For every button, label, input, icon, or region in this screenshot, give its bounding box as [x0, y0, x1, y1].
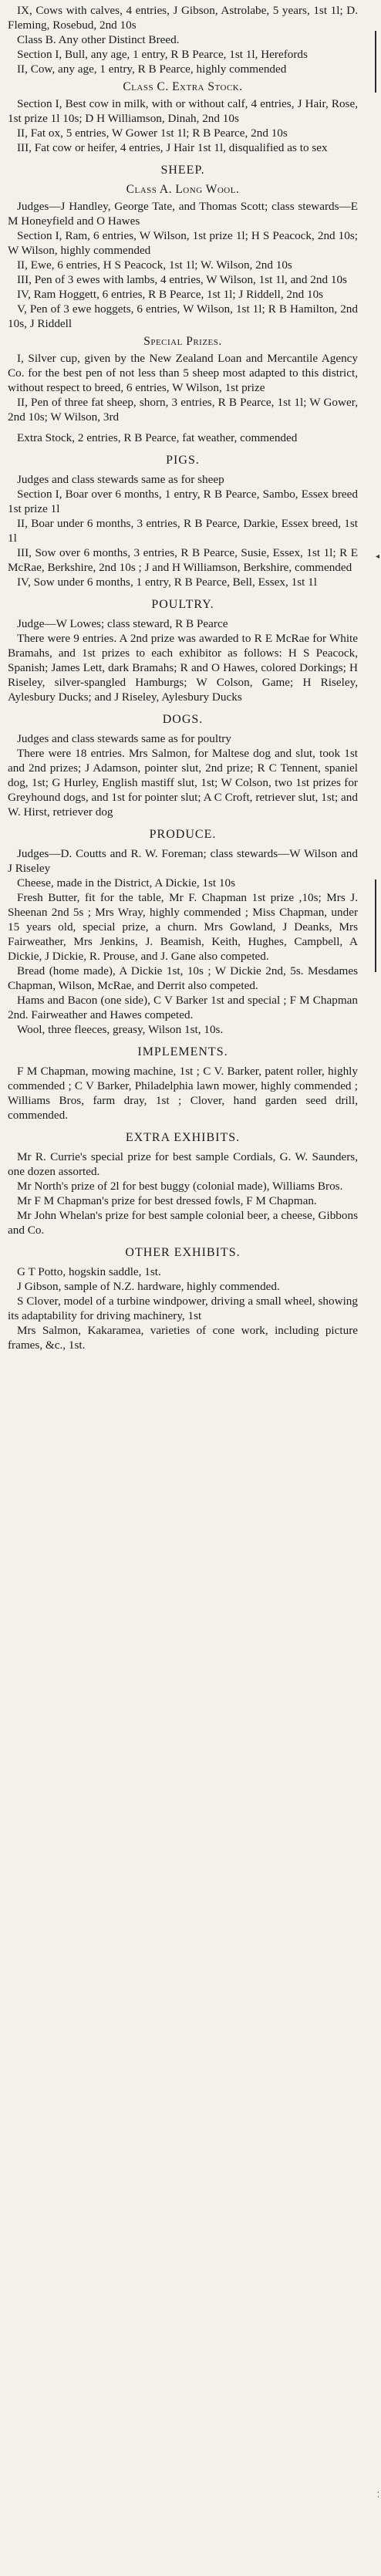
- paragraph-block: [8, 258, 358, 272]
- paragraph-block: [8, 430, 358, 445]
- paragraph-block: [8, 96, 358, 126]
- paragraph: Wool, three fleeces, greasy, Wilson 1st, 10s.: [17, 1023, 224, 1036]
- paragraph: Judges and class stewards same as for poultry: [17, 732, 231, 745]
- paragraph-block: [8, 395, 358, 424]
- paragraph-block: [8, 964, 358, 993]
- paragraph-block: [8, 287, 358, 302]
- paragraph: G T Potto, hogskin saddle, 1st.: [17, 1265, 161, 1278]
- section-heading: POULTRY.: [151, 598, 214, 611]
- paragraph: Cheese, made in the District, A Dickie, 1st 10s: [17, 876, 236, 890]
- paragraph-block: [8, 1208, 358, 1237]
- paragraph-block: [8, 228, 358, 258]
- paragraph: Judges and class stewards same as for sheep: [17, 473, 224, 486]
- paragraph-block: [8, 3, 358, 32]
- column-rule-upper: [375, 31, 376, 93]
- paragraph-block: [8, 199, 358, 228]
- paragraph: Mr North's prize of 2l for best buggy (colonial made), Williams Bros.: [17, 1180, 343, 1193]
- paragraph: F M Chapman, mowing machine, 1st ; C V. Barker, patent roller, highly commended ; C V Barker, Philadelphia lawn mower, highly commended ; Williams Bros, farm dray, 1st ; Clover, hand garden seed drill, commended.: [8, 1065, 358, 1122]
- paragraph: Section I, Boar over 6 months, 1 entry, R B Pearce, Sambo, Essex breed 1st prize 1l: [8, 488, 358, 515]
- paragraph-block: [8, 1193, 358, 1208]
- paragraph-block: [8, 876, 358, 890]
- section-heading: DOGS.: [162, 713, 204, 726]
- paragraph: II, Boar under 6 months, 3 entries, R B Pearce, Darkie, Essex breed, 1st 1l: [8, 517, 358, 545]
- paragraph: IX, Cows with calves, 4 entries, J Gibson, Astrolabe, 5 years, 1st 1l; D. Fleming, Rosebud, 2nd 10s: [8, 4, 358, 32]
- paragraph-block: [8, 1179, 358, 1193]
- paragraph: IV, Ram Hoggett, 6 entries, R B Pearce, 1st 1l; J Riddell, 2nd 10s: [17, 288, 324, 301]
- ornament-mark-icon: ◂: [375, 552, 379, 561]
- paragraph-block: [8, 545, 358, 575]
- paragraph-block: [8, 575, 358, 589]
- column-content: [8, 3, 358, 1352]
- paragraph-block: [8, 731, 358, 746]
- paragraph: II, Cow, any age, 1 entry, R B Pearce, highly commended: [17, 62, 287, 76]
- paragraph-block: [8, 1064, 358, 1123]
- class-heading: Class C. Extra Stock.: [123, 80, 243, 93]
- paragraph-block: [8, 1150, 358, 1179]
- paragraph: I, Silver cup, given by the New Zealand Loan and Mercantile Agency Co. for the best pen of not less than 5 sheep most adapted to this district, without respect to breed, 6 entries, W Wilson, 1st prize: [8, 352, 358, 394]
- paragraph-block: [8, 487, 358, 516]
- paragraph-block: [8, 1264, 358, 1279]
- paragraph: Mr R. Currie's special prize for best sample Cordials, G. W. Saunders, one dozen assorted.: [8, 1150, 358, 1178]
- section-gap: [8, 424, 358, 430]
- paragraph: Judge—W Lowes; class steward, R B Pearce: [17, 617, 228, 630]
- section-heading: PIGS.: [166, 454, 200, 467]
- paragraph: III, Pen of 3 ewes with lambs, 4 entries, W Wilson, 1st 1l, and 2nd 10s: [17, 273, 347, 286]
- paragraph: Extra Stock, 2 entries, R B Pearce, fat weather, commended: [17, 431, 298, 444]
- paragraph: Mr John Whelan's prize for best sample colonial beer, a cheese, Gibbons and Co.: [8, 1209, 358, 1237]
- paragraph: There were 18 entries. Mrs Salmon, for Maltese dog and slut, took 1st and 2nd prizes; J Adamson, pointer slut, 2nd prize; R C Tennent, spaniel dog, 1st; G Hurley, English mastiff slut, 1st; W Colson, two 1st prizes for Greyhound dogs, and 1st for pointer slut; A C Croft, retriever slut, 1st; and W. Hirst, retriever dog: [8, 747, 358, 819]
- paragraph: There were 9 entries. A 2nd prize was awarded to R E McRae for White Bramahs, and 1st prizes to each exhibitor as follows: H S Peacock, Spanish; James Lett, dark Bramahs; R and O Hawes, colored Dorkings; H Riseley, silver-spangled Hamburgs; W Colson, Game; H Riseley, Aylesbury Ducks; and J Riseley, Aylesbury Ducks: [8, 632, 358, 704]
- paragraph-block: [8, 472, 358, 487]
- ornament-mark-icon: ⁚: [376, 2491, 379, 2500]
- paragraph: Fresh Butter, fit for the table, Mr F. Chapman 1st prize ,10s; Mrs J. Sheenan 2nd 5s ; Mrs Wray, highly commended ; Miss Chapman, under 15 years old, special prize, a churn. Mrs Gowland, J Deanks, Mrs Fairweather, Mrs Jenkins, J. Beamish, Keith, Hughes, Campbell, A Dickie, J Dickie, R. Prouse, and J. Gane also competed.: [8, 891, 358, 963]
- paragraph-block: [8, 140, 358, 155]
- paragraph-block: [8, 1279, 358, 1294]
- paragraph-block: [8, 993, 358, 1022]
- paragraph: Hams and Bacon (one side), C V Barker 1st and special ; F M Chapman 2nd. Fairweather and Hawes competed.: [8, 994, 358, 1021]
- paragraph: Judges—J Handley, George Tate, and Thomas Scott; class stewards—E M Honeyfield and O Hawes: [8, 200, 358, 228]
- paragraph-block: [8, 746, 358, 819]
- paragraph: Mr F M Chapman's prize for best dressed fowls, F M Chapman.: [17, 1194, 317, 1207]
- section-heading: IMPLEMENTS.: [137, 1045, 228, 1058]
- class-heading: Class A. Long Wool.: [126, 183, 240, 196]
- class-heading: Special Prizes.: [143, 335, 222, 348]
- paragraph: IV, Sow under 6 months, 1 entry, R B Pearce, Bell, Essex, 1st 1l: [17, 576, 317, 589]
- paragraph-block: [8, 616, 358, 631]
- paragraph: II, Fat ox, 5 entries, W Gower 1st 1l; R B Pearce, 2nd 10s: [17, 127, 288, 140]
- paragraph: Section I, Best cow in milk, with or without calf, 4 entries, J Hair, Rose, 1st prize 1l 10s; D H Williamson, Dinah, 2nd 10s: [8, 97, 358, 125]
- paragraph-block: [8, 302, 358, 331]
- paragraph-block: [8, 1323, 358, 1352]
- section-heading: EXTRA EXHIBITS.: [125, 1131, 241, 1144]
- paragraph-block: [8, 126, 358, 140]
- paragraph: Mrs Salmon, Kakaramea, varieties of cone work, including picture frames, &c., 1st.: [8, 1324, 358, 1352]
- paragraph-block: [8, 1022, 358, 1037]
- column-rule-middle: [375, 879, 376, 972]
- paragraph-block: [8, 32, 358, 47]
- paragraph-block: [8, 1294, 358, 1323]
- paragraph-block: [8, 62, 358, 76]
- paragraph: Judges—D. Coutts and R. W. Foreman; class stewards—W Wilson and J Riseley: [8, 847, 358, 875]
- paragraph: Bread (home made), A Dickie 1st, 10s ; W Dickie 2nd, 5s. Mesdames Chapman, Wilson, McRae, and Derrit also competed.: [8, 964, 358, 992]
- paragraph-block: [8, 47, 358, 62]
- paragraph: S Clover, model of a turbine windpower, driving a small wheel, showing its adaptability for driving machinery, 1st: [8, 1295, 358, 1322]
- paragraph: III, Fat cow or heifer, 4 entries, J Hair 1st 1l, disqualified as to sex: [17, 141, 328, 154]
- paragraph-block: [8, 631, 358, 704]
- paragraph: II, Ewe, 6 entries, H S Peacock, 1st 1l; W. Wilson, 2nd 10s: [17, 258, 292, 272]
- paragraph-block: [8, 516, 358, 545]
- paragraph: J Gibson, sample of N.Z. hardware, highly commended.: [17, 1280, 280, 1293]
- paragraph: Section I, Bull, any age, 1 entry, R B Pearce, 1st 1l, Herefords: [17, 48, 308, 61]
- paragraph-block: [8, 846, 358, 876]
- paragraph-block: [8, 351, 358, 395]
- paragraph: II, Pen of three fat sheep, shorn, 3 entries, R B Pearce, 1st 1l; W Gower, 2nd 10s; W Wilson, 3rd: [8, 396, 358, 424]
- section-heading: PRODUCE.: [149, 828, 217, 841]
- paragraph: III, Sow over 6 months, 3 entries, R B Pearce, Susie, Essex, 1st 1l; R E McRae, Berkshire, 2nd 10s ; J and H Williamson, Berkshire, commended: [8, 546, 358, 574]
- paragraph: Class B. Any other Distinct Breed.: [17, 33, 180, 46]
- paragraph-block: [8, 272, 358, 287]
- section-heading: OTHER EXHIBITS.: [125, 1246, 241, 1259]
- section-heading: SHEEP.: [160, 164, 205, 177]
- paragraph: Section I, Ram, 6 entries, W Wilson, 1st prize 1l; H S Peacock, 2nd 10s; W Wilson, highly commended: [8, 229, 358, 257]
- paragraph-block: [8, 890, 358, 964]
- paragraph: V, Pen of 3 ewe hoggets, 6 entries, W Wilson, 1st 1l; R B Hamilton, 2nd 10s, J Riddell: [8, 302, 358, 330]
